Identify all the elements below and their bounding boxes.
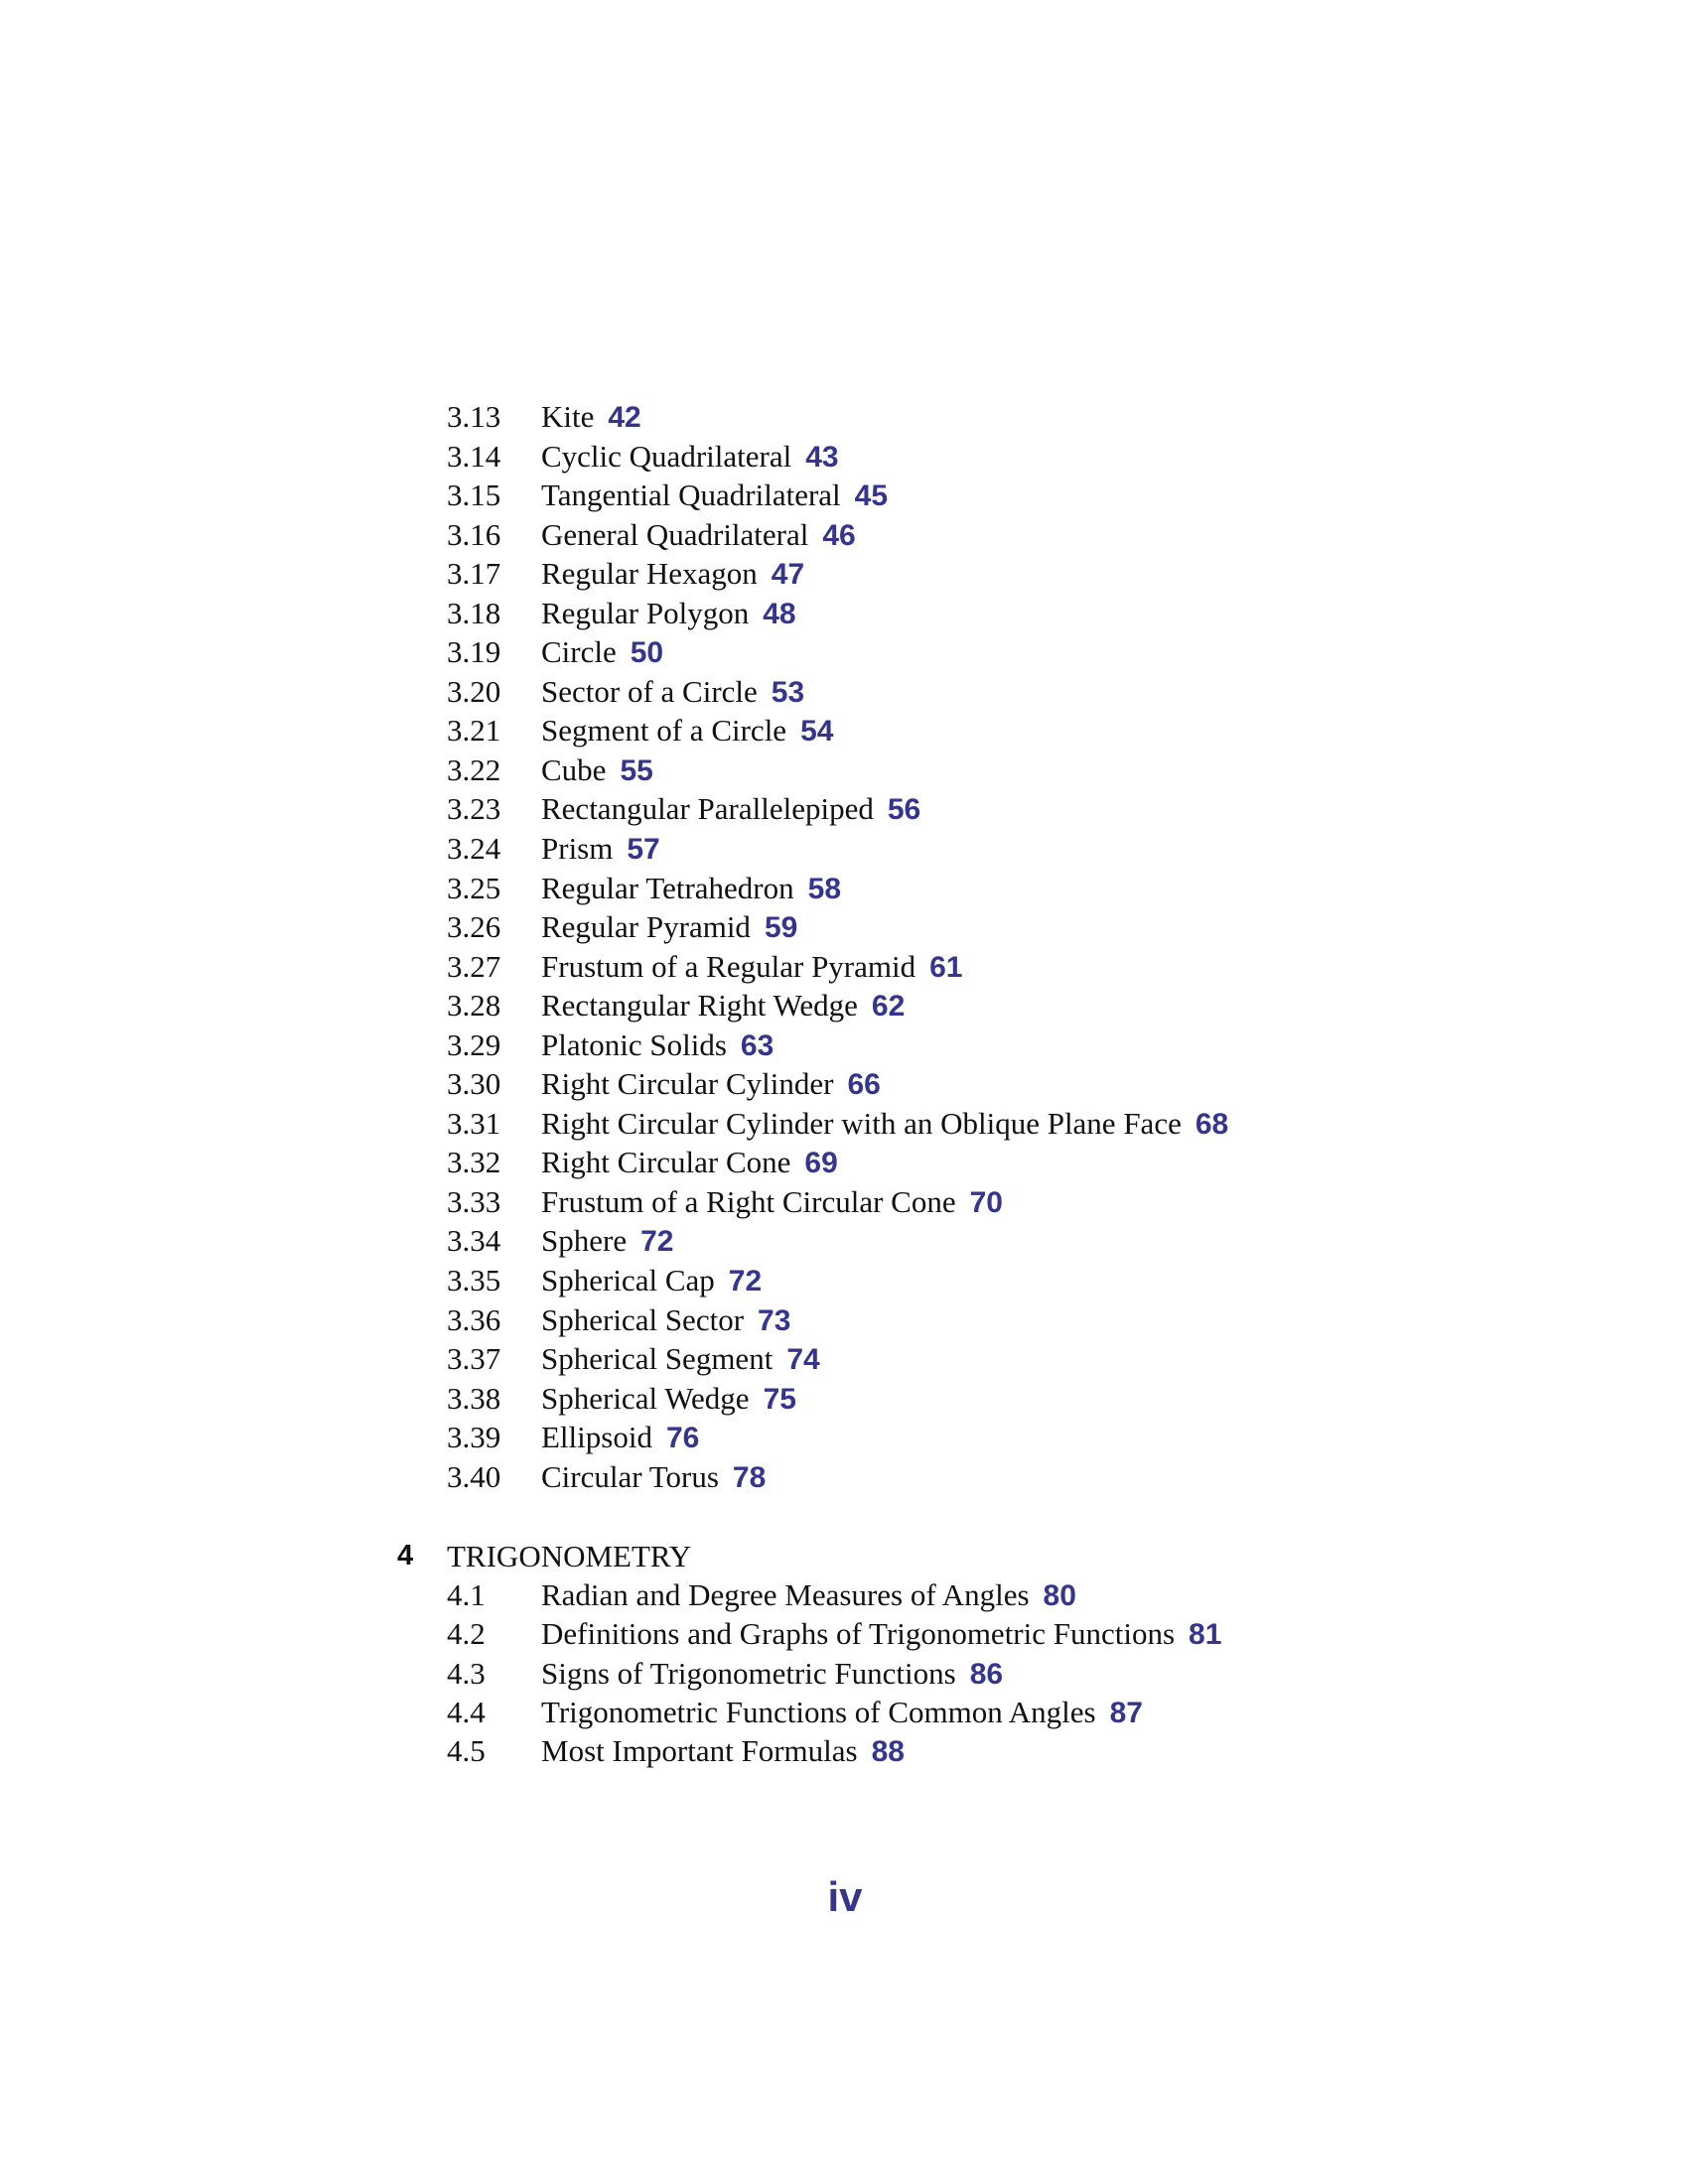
section-number: 4.1 bbox=[447, 1577, 486, 1612]
section-number: 3.35 bbox=[447, 1263, 501, 1298]
toc-entry[interactable] bbox=[0, 1579, 1688, 1618]
toc-entry[interactable] bbox=[0, 1422, 1688, 1461]
section-title: Most Important Formulas bbox=[541, 1733, 858, 1769]
page-link[interactable]: 87 bbox=[1109, 1696, 1143, 1729]
section-title: Cyclic Quadrilateral bbox=[541, 438, 792, 474]
page-link[interactable]: 47 bbox=[771, 558, 805, 592]
section-number: 3.18 bbox=[447, 595, 501, 630]
toc-entry[interactable] bbox=[0, 1694, 1688, 1735]
page-link[interactable]: 72 bbox=[728, 1265, 763, 1298]
page-link[interactable]: 86 bbox=[969, 1657, 1004, 1691]
section-title: Signs of Trigonometric Functions bbox=[541, 1655, 956, 1691]
toc-entry[interactable] bbox=[0, 1458, 1688, 1501]
toc-entry[interactable] bbox=[0, 479, 1688, 519]
section-number: 3.15 bbox=[447, 478, 501, 513]
section-title: Spherical Segment bbox=[541, 1341, 774, 1377]
section-number: 3.20 bbox=[447, 673, 501, 709]
toc-entry[interactable] bbox=[0, 636, 1688, 676]
section-number: 3.21 bbox=[447, 713, 501, 749]
chapter-4-entries bbox=[0, 1579, 1688, 1774]
section-number: 3.38 bbox=[447, 1380, 501, 1416]
toc-entry[interactable] bbox=[0, 401, 1688, 441]
section-title: Cube bbox=[541, 751, 607, 787]
toc-entry[interactable] bbox=[0, 1068, 1688, 1108]
section-title: Frustum of a Regular Pyramid bbox=[541, 948, 916, 984]
page-link[interactable]: 59 bbox=[764, 911, 798, 945]
section-title: Spherical Sector bbox=[541, 1301, 745, 1337]
page-link[interactable]: 88 bbox=[871, 1735, 905, 1769]
toc-entry[interactable] bbox=[0, 1735, 1688, 1774]
page-link[interactable]: 54 bbox=[800, 715, 834, 749]
page-link[interactable]: 53 bbox=[771, 675, 805, 709]
toc-entry[interactable] bbox=[0, 1265, 1688, 1304]
toc-entry[interactable] bbox=[0, 911, 1688, 951]
toc-entry[interactable] bbox=[0, 438, 1688, 480]
section-number: 3.28 bbox=[447, 988, 501, 1024]
page-link[interactable]: 62 bbox=[871, 990, 906, 1024]
section-title: Trigonometric Functions of Common Angles bbox=[541, 1694, 1096, 1729]
section-number: 3.16 bbox=[447, 516, 501, 552]
section-title: Right Circular Cylinder bbox=[541, 1066, 834, 1102]
section-title: Prism bbox=[541, 831, 614, 867]
section-title: Definitions and Graphs of Trigonometric Functions bbox=[541, 1616, 1176, 1652]
chapter-3-entries bbox=[0, 401, 1688, 1500]
section-number: 3.36 bbox=[447, 1301, 501, 1337]
section-number: 3.39 bbox=[447, 1420, 501, 1455]
page-link[interactable]: 42 bbox=[608, 401, 641, 434]
section-title: Kite bbox=[541, 399, 595, 434]
page-link[interactable]: 63 bbox=[740, 1028, 774, 1062]
page-link[interactable]: 66 bbox=[847, 1068, 881, 1102]
toc-entry[interactable] bbox=[0, 948, 1688, 991]
page-link[interactable]: 80 bbox=[1043, 1579, 1076, 1612]
section-number: 3.19 bbox=[447, 634, 501, 670]
section-title: Circle bbox=[541, 634, 617, 670]
page-link[interactable]: 76 bbox=[665, 1422, 700, 1455]
section-title: Regular Hexagon bbox=[541, 556, 758, 592]
toc-entry[interactable] bbox=[0, 1147, 1688, 1186]
section-title: Platonic Solids bbox=[541, 1026, 727, 1062]
page-link[interactable]: 57 bbox=[627, 833, 660, 867]
section-title: Right Circular Cone bbox=[541, 1145, 791, 1180]
section-title: Right Circular Cylinder with an Oblique Plane Face bbox=[541, 1105, 1182, 1141]
page-link[interactable]: 50 bbox=[630, 636, 664, 670]
section-title: Spherical Wedge bbox=[541, 1380, 750, 1416]
section-number: 4.3 bbox=[447, 1655, 486, 1691]
section-title: Rectangular Parallelepiped bbox=[541, 791, 874, 827]
section-number: 3.32 bbox=[447, 1145, 501, 1180]
page-link[interactable]: 68 bbox=[1195, 1107, 1229, 1141]
toc-entry[interactable] bbox=[0, 1105, 1688, 1148]
chapter-title: TRIGONOMETRY bbox=[447, 1539, 692, 1573]
section-title: Regular Polygon bbox=[541, 595, 750, 630]
page-link[interactable]: 48 bbox=[763, 597, 796, 630]
toc-entry[interactable] bbox=[0, 870, 1688, 912]
section-number: 3.25 bbox=[447, 870, 501, 905]
page-link[interactable]: 56 bbox=[887, 793, 921, 827]
section-number: 3.27 bbox=[447, 948, 501, 984]
toc-entry[interactable] bbox=[0, 1655, 1688, 1697]
page-number bbox=[0, 1873, 1688, 1920]
section-title: Frustum of a Right Circular Cone bbox=[541, 1183, 956, 1219]
section-number: 3.13 bbox=[447, 399, 501, 434]
toc-entry[interactable] bbox=[0, 1026, 1688, 1069]
page-number-text: iv bbox=[827, 1873, 863, 1920]
page-link[interactable]: 61 bbox=[929, 950, 963, 984]
section-number: 3.31 bbox=[447, 1105, 501, 1141]
section-title: Regular Tetrahedron bbox=[541, 870, 794, 905]
toc-entry[interactable] bbox=[0, 1183, 1688, 1226]
page-link[interactable]: 45 bbox=[854, 479, 889, 513]
toc-entry[interactable] bbox=[0, 1380, 1688, 1423]
section-title: Regular Pyramid bbox=[541, 909, 751, 945]
page-link[interactable]: 81 bbox=[1189, 1618, 1222, 1652]
toc-entry[interactable] bbox=[0, 516, 1688, 559]
section-number: 4.4 bbox=[447, 1694, 486, 1729]
toc-entry[interactable] bbox=[0, 833, 1688, 873]
section-title: Tangential Quadrilateral bbox=[541, 478, 841, 513]
page-link[interactable]: 78 bbox=[732, 1460, 767, 1494]
page-link[interactable]: 55 bbox=[620, 753, 653, 787]
page-link[interactable]: 75 bbox=[763, 1382, 796, 1416]
section-number: 3.34 bbox=[447, 1223, 501, 1259]
toc-entry[interactable] bbox=[0, 990, 1688, 1029]
section-title: Ellipsoid bbox=[541, 1420, 652, 1455]
chapter-heading[interactable] bbox=[0, 1541, 1688, 1571]
section-title: Sector of a Circle bbox=[541, 673, 758, 709]
section-number: 4.2 bbox=[447, 1616, 486, 1652]
section-title: Spherical Cap bbox=[541, 1263, 715, 1298]
section-number: 3.30 bbox=[447, 1066, 501, 1102]
page-link[interactable]: 58 bbox=[807, 872, 842, 905]
section-number: 3.14 bbox=[447, 438, 501, 474]
section-number: 3.17 bbox=[447, 556, 501, 592]
toc-entry[interactable] bbox=[0, 595, 1688, 637]
page-link[interactable]: 69 bbox=[804, 1147, 838, 1180]
section-number: 3.23 bbox=[447, 791, 501, 827]
page-link[interactable]: 43 bbox=[805, 440, 839, 474]
section-number: 3.24 bbox=[447, 831, 501, 867]
page-link[interactable]: 74 bbox=[786, 1343, 820, 1377]
page-link[interactable]: 72 bbox=[640, 1225, 674, 1259]
page-link[interactable]: 70 bbox=[969, 1185, 1003, 1219]
section-number: 3.22 bbox=[447, 751, 501, 787]
toc-entry[interactable] bbox=[0, 751, 1688, 794]
chapter-number: 4 bbox=[397, 1540, 414, 1571]
section-number: 3.37 bbox=[447, 1341, 501, 1377]
toc-entry[interactable] bbox=[0, 1225, 1688, 1265]
section-title: General Quadrilateral bbox=[541, 516, 809, 552]
section-number: 3.33 bbox=[447, 1183, 501, 1219]
section-title: Rectangular Right Wedge bbox=[541, 988, 858, 1024]
toc-entry[interactable] bbox=[0, 1301, 1688, 1344]
section-number: 3.26 bbox=[447, 909, 501, 945]
toc-entry[interactable] bbox=[0, 1343, 1688, 1383]
section-title: Sphere bbox=[541, 1223, 628, 1259]
section-title: Circular Torus bbox=[541, 1458, 719, 1494]
section-title: Radian and Degree Measures of Angles bbox=[541, 1577, 1030, 1612]
page-link[interactable]: 73 bbox=[758, 1303, 791, 1337]
toc-entry[interactable] bbox=[0, 793, 1688, 833]
section-number: 4.5 bbox=[447, 1733, 486, 1769]
toc-entry[interactable] bbox=[0, 1618, 1688, 1657]
section-number: 3.40 bbox=[447, 1458, 501, 1494]
section-number: 3.29 bbox=[447, 1026, 501, 1062]
toc-entry[interactable] bbox=[0, 673, 1688, 716]
toc-entry[interactable] bbox=[0, 558, 1688, 598]
page-link[interactable]: 46 bbox=[822, 518, 856, 552]
section-title: Segment of a Circle bbox=[541, 713, 787, 749]
toc-entry[interactable] bbox=[0, 715, 1688, 754]
